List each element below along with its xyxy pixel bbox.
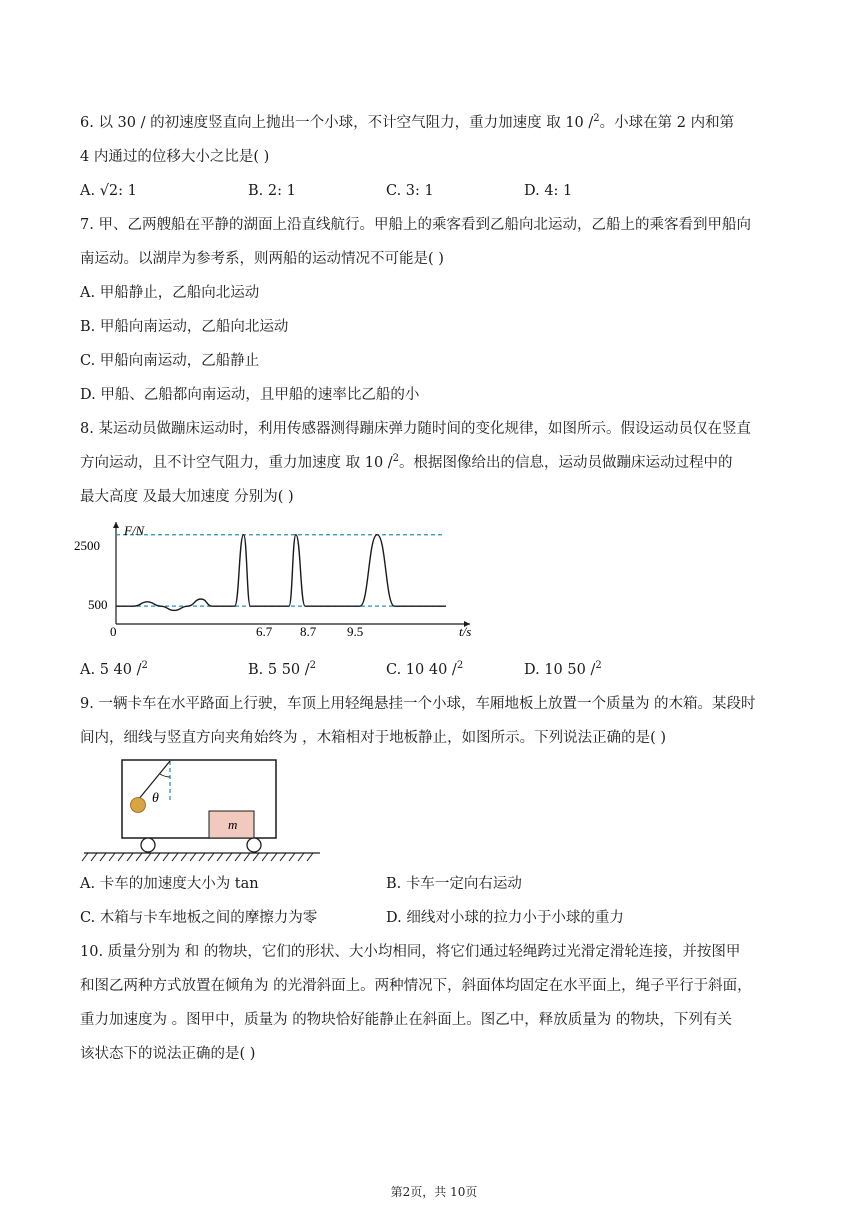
x-axis-label: t/s: [459, 624, 472, 639]
q6-option-b: B. 2: 1: [248, 183, 296, 199]
q9-stem-line1: 9. 一辆卡车在水平路面上行驶，车顶上用轻绳悬挂一个小球，车厢地板上放置一个质量为 的木箱。某段时: [80, 696, 756, 712]
ground-hatch: [82, 853, 313, 861]
hatch-mark: [253, 853, 259, 861]
q7-option-a: A. 甲船静止，乙船向北运动: [80, 285, 260, 301]
hatch-mark: [91, 853, 97, 861]
q8-stem-line3: 最大高度 及最大加速度 分别为( ): [80, 489, 294, 505]
q10-stem-line3: 重力加速度为 。图甲中，质量为 的物块恰好能静止在斜面上。图乙中，释放质量为 的物块，下列有关: [80, 1012, 732, 1028]
angle-label: θ: [152, 791, 159, 806]
q8-stem-line1: 8. 某运动员做蹦床运动时，利用传感器测得蹦床弹力随时间的变化规律，如图所示。假设运动员仅在竖直: [80, 421, 751, 437]
q7-option-b: B. 甲船向南运动，乙船向北运动: [80, 319, 289, 335]
x-tick-6.7: 6.7: [256, 624, 273, 639]
q7-stem-line1: 7. 甲、乙两艘船在平静的湖面上沿直线航行。甲船上的乘客看到乙船向北运动，乙船上的乘客看到甲船向: [80, 217, 751, 233]
hatch-mark: [271, 853, 277, 861]
page-footer: 第2页，共 10页: [390, 1185, 478, 1199]
hatch-mark: [190, 853, 196, 861]
hatch-mark: [244, 853, 250, 861]
hatch-mark: [145, 853, 151, 861]
q8-option-d: D. 10 50 /$^2$: [524, 660, 602, 678]
q9-option-d: D. 细线对小球的拉力小于小球的重力: [386, 910, 624, 926]
hatch-mark: [226, 853, 232, 861]
x-tick-0: 0: [110, 624, 117, 639]
wheel-left: [141, 838, 155, 852]
hatch-mark: [199, 853, 205, 861]
q7-option-c: C. 甲船向南运动，乙船静止: [80, 353, 260, 369]
chart-reference-lines: [116, 535, 445, 606]
q9-option-a: A. 卡车的加速度大小为 tan: [80, 876, 259, 892]
hatch-mark: [208, 853, 214, 861]
x-tick-8.7: 8.7: [300, 624, 317, 639]
hatch-mark: [127, 853, 133, 861]
hatch-mark: [118, 853, 124, 861]
q6-stem-line1: 6. 以 30 / 的初速度竖直向上抛出一个小球，不计空气阻力，重力加速度 取 10 /$^2$。小球在第 2 内和第: [80, 113, 735, 131]
q9-option-b: B. 卡车一定向右运动: [386, 876, 522, 892]
hatch-mark: [136, 853, 142, 861]
q6-option-a: A. √2: 1: [80, 183, 137, 199]
q6-stem-line2: 4 内通过的位移大小之比是( ): [80, 149, 270, 165]
x-tick-9.5: 9.5: [347, 624, 364, 639]
hatch-mark: [235, 853, 241, 861]
hatch-mark: [262, 853, 268, 861]
hatch-mark: [100, 853, 106, 861]
wheel-right: [247, 838, 261, 852]
ball: [131, 798, 146, 813]
y-tick-2500: 2500: [74, 538, 100, 553]
q9-option-c: C. 木箱与卡车地板之间的摩擦力为零: [80, 910, 318, 926]
truck-figure: [80, 755, 325, 865]
q10-stem-line1: 10. 质量分别为 和 的物块，它们的形状、大小均相同，将它们通过轻绳跨过光滑定滑轮连接，并按图甲: [80, 944, 741, 960]
q10-stem-line4: 该状态下的说法正确的是( ): [80, 1046, 256, 1062]
hatch-mark: [154, 853, 160, 861]
hatch-mark: [82, 853, 88, 861]
y-axis-label: F/N: [124, 523, 145, 538]
hatch-mark: [181, 853, 187, 861]
q9-stem-line2: 间内，细线与竖直方向夹角始终为 ，木箱相对于地板静止，如图所示。下列说法正确的是( ): [80, 730, 667, 746]
q10-stem-line2: 和图乙两种方式放置在倾角为 的光滑斜面上。两种情况下，斜面体均固定在水平面上，绳子平行于斜面，: [80, 978, 752, 994]
y-tick-500: 500: [88, 597, 108, 612]
hatch-mark: [172, 853, 178, 861]
hatch-mark: [298, 853, 304, 861]
q7-stem-line2: 南运动。以湖岸为参考系，则两船的运动情况不可能是( ): [80, 251, 444, 267]
hatch-mark: [289, 853, 295, 861]
mass-label: m: [228, 817, 238, 832]
hatch-mark: [280, 853, 286, 861]
force-time-chart: [70, 518, 490, 648]
hatch-mark: [217, 853, 223, 861]
chart-axes: [113, 522, 470, 627]
q8-option-a: A. 5 40 /$^2$: [80, 660, 148, 678]
hatch-mark: [163, 853, 169, 861]
angle-arc: [160, 774, 170, 777]
q6-option-c: C. 3: 1: [386, 183, 434, 199]
q7-option-d: D. 甲船、乙船都向南运动，且甲船的速率比乙船的小: [80, 387, 420, 403]
q8-stem-line2: 方向运动，且不计空气阻力，重力加速度 取 10 /$^2$。根据图像给出的信息，运动员做蹦床运动过程中的: [80, 453, 733, 471]
force-curve: [116, 535, 446, 611]
q8-option-c: C. 10 40 /$^2$: [386, 660, 464, 678]
hatch-mark: [307, 853, 313, 861]
q6-option-d: D. 4: 1: [524, 183, 573, 199]
hatch-mark: [109, 853, 115, 861]
q8-option-b: B. 5 50 /$^2$: [248, 660, 317, 678]
y-axis-arrow: [113, 522, 119, 528]
